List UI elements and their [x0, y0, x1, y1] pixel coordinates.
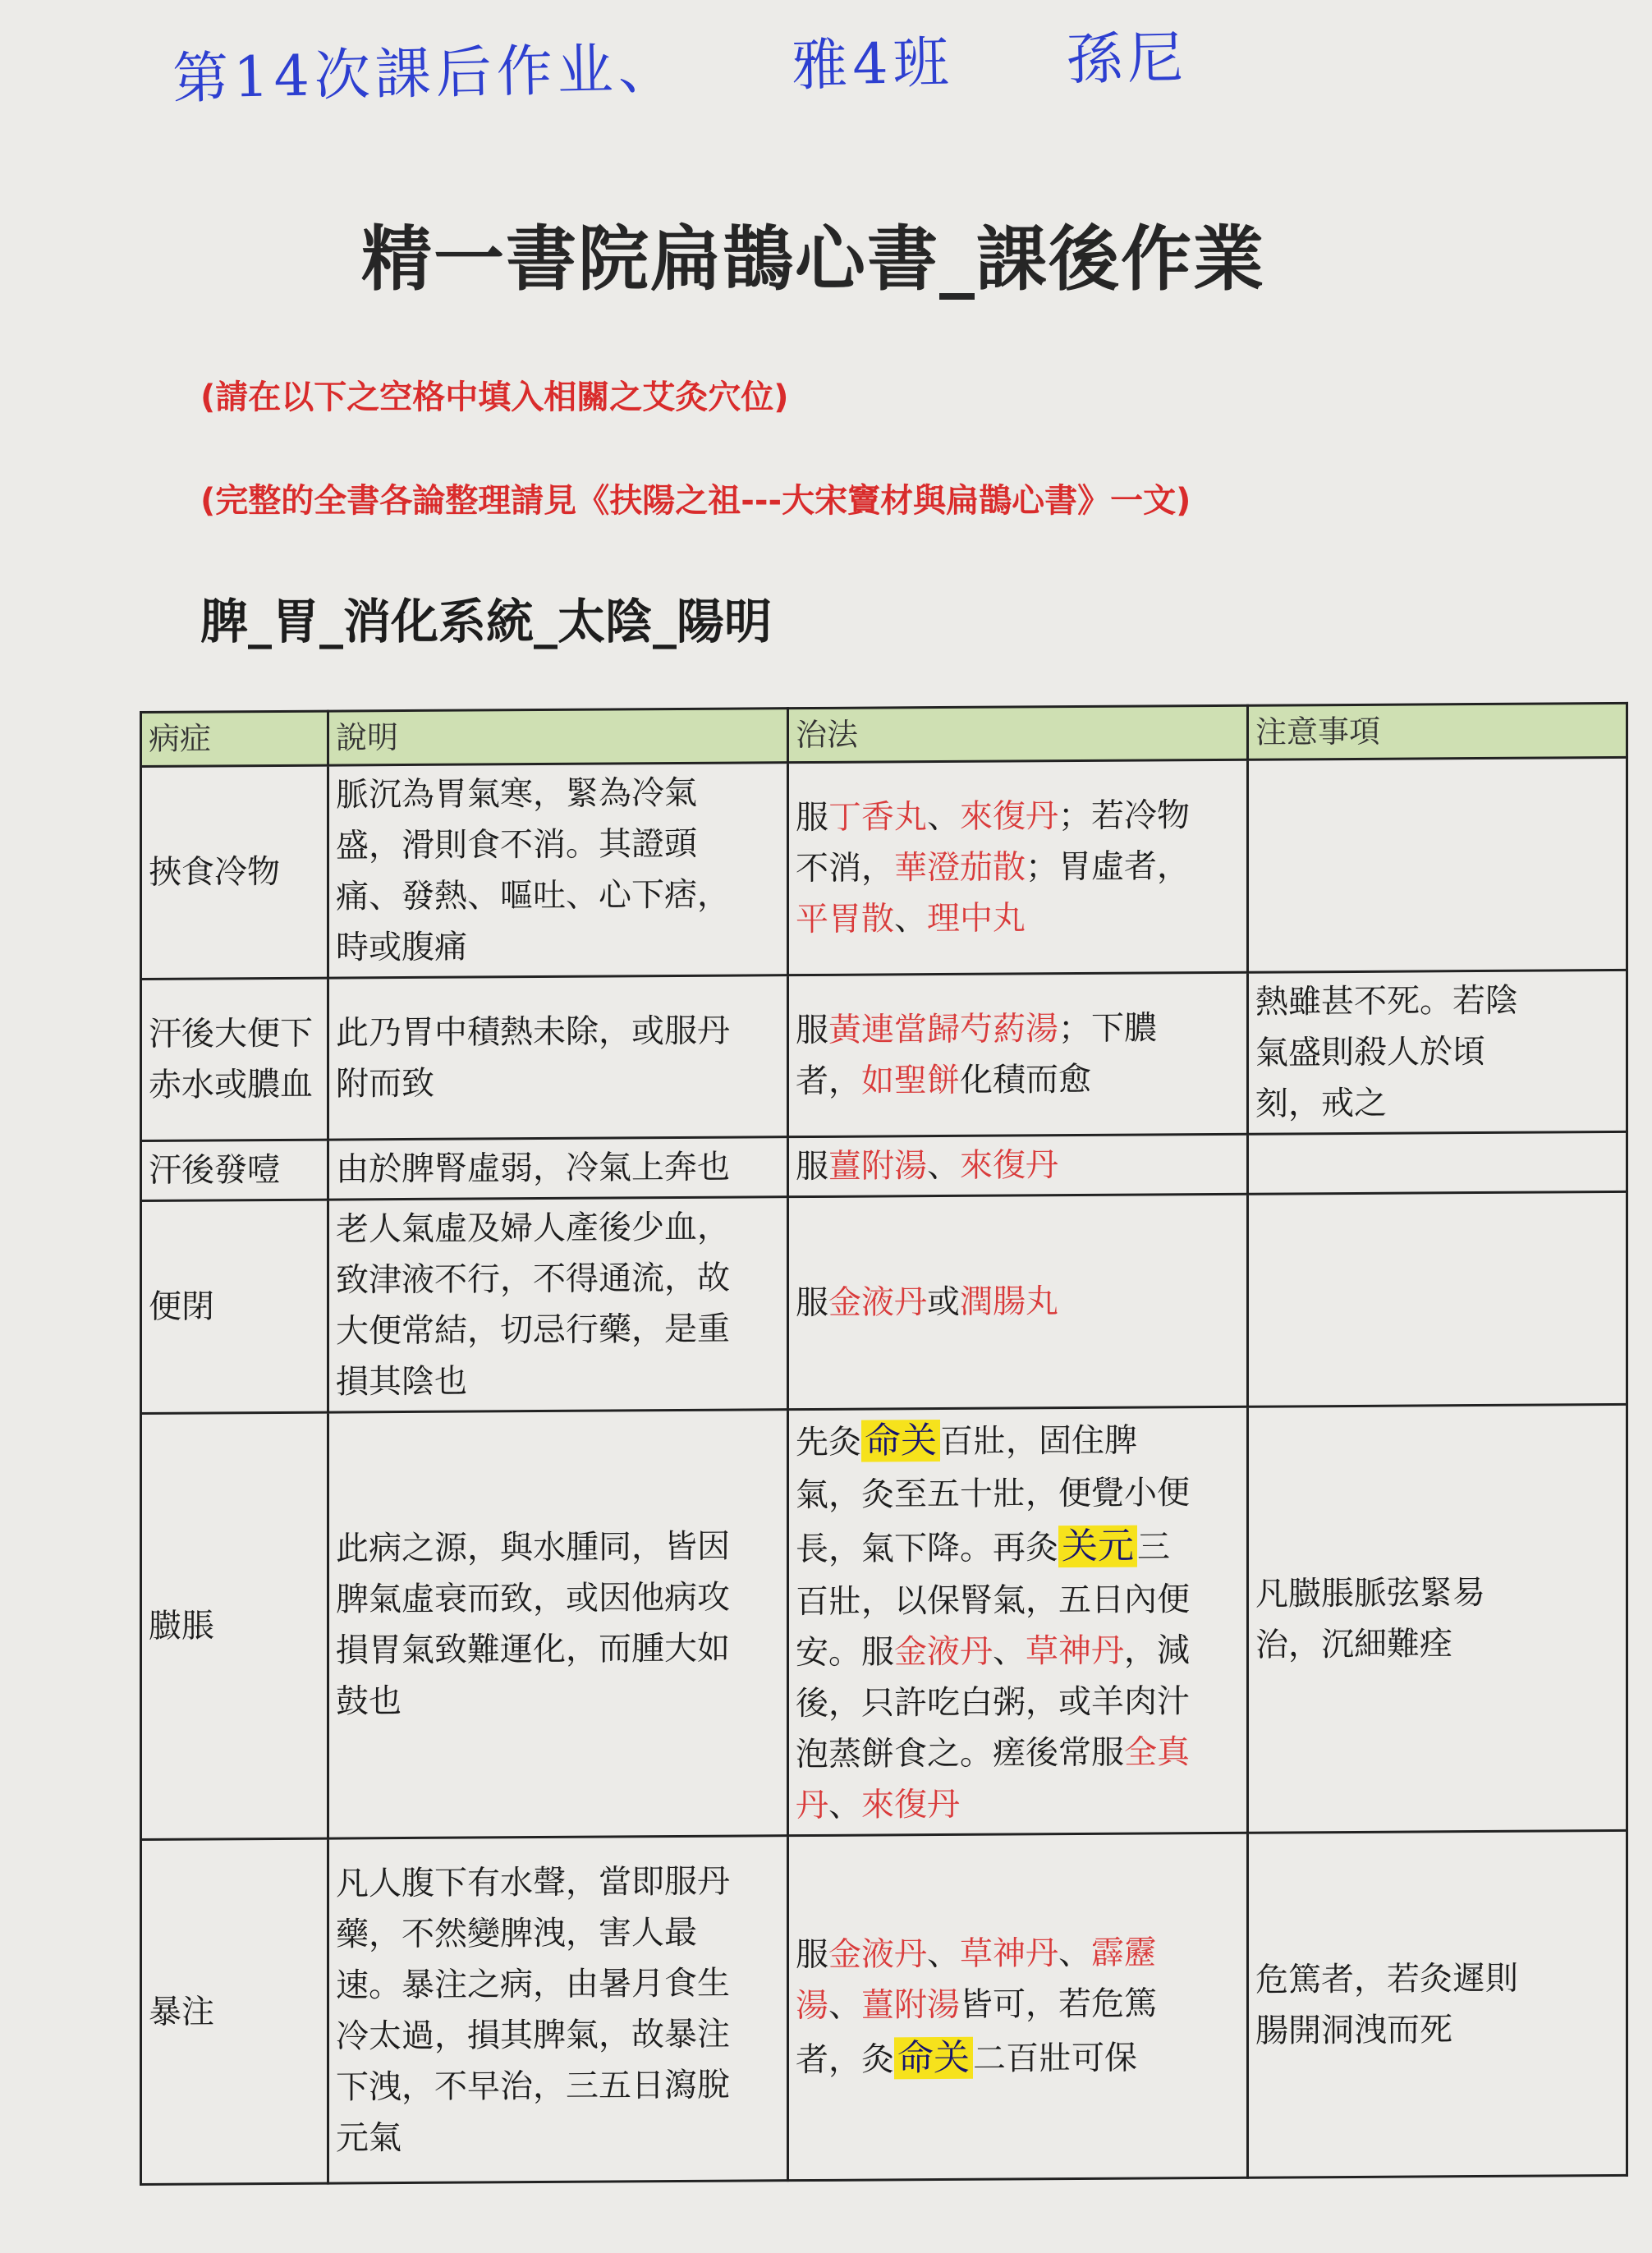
- treatment-text: 服: [796, 798, 828, 837]
- treatment-line: [796, 1977, 1240, 2030]
- treatment-text: ；若冷物: [1058, 796, 1190, 836]
- remedy-name: 湯: [796, 1986, 828, 2025]
- treatment-line: [796, 1574, 1240, 1627]
- document-title: 精一書院扁鵲心書_課後作業: [361, 218, 1265, 301]
- caution-cell: [1248, 757, 1627, 972]
- treatment-table: [140, 702, 1628, 2186]
- explanation-line: 脈沉為胃氣寒，緊為冷氣: [336, 773, 697, 814]
- treatment-text: 先灸: [796, 1423, 861, 1462]
- remedy-name: 丹: [796, 1787, 828, 1825]
- treatment-line: [796, 1139, 1240, 1192]
- treatment-line: [796, 1411, 1240, 1470]
- caution-line: 治，沉細難痊: [1255, 1625, 1452, 1664]
- treatment-text: 氣，灸至五十壯，便覺小便: [796, 1474, 1190, 1515]
- explanation-line: 鼓也: [336, 1682, 402, 1721]
- explanation-line: 此病之源，與水腫同，皆因: [336, 1527, 730, 1568]
- treatment-line: [796, 1003, 1240, 1056]
- treatment-text: 者，灸: [796, 2040, 894, 2079]
- section-title: 脾_胃_消化系統_太陰_陽明: [200, 594, 773, 649]
- disease-cell: 便閉: [141, 1200, 328, 1413]
- disease-cell: 臌脹: [141, 1412, 328, 1840]
- remedy-name: 丁香丸: [828, 798, 927, 837]
- remedy-name: 來復丹: [861, 1786, 960, 1824]
- remedy-name: 理中丸: [927, 899, 1026, 938]
- treatment-line: [796, 1518, 1240, 1576]
- caution-cell: [1248, 1191, 1627, 1406]
- handwritten-class: 雅4班: [791, 30, 955, 99]
- treatment-line: [796, 1676, 1240, 1729]
- treatment-line: [796, 1926, 1240, 1980]
- disease-cell: 汗後大便下赤水或膿血: [141, 978, 328, 1140]
- treatment-text: 皆可，若危篤: [960, 1985, 1157, 2024]
- explanation-line: 盛，滑則食不消。其證頭: [336, 824, 697, 865]
- instruction-note: (請在以下之空格中填入相關之艾灸穴位): [200, 379, 789, 416]
- treatment-line: [796, 1625, 1240, 1678]
- explanation-line: 老人氣虛及婦人產後少血，: [336, 1208, 730, 1249]
- table-row: [141, 1831, 1627, 2185]
- treatment-text: 、: [927, 1146, 960, 1186]
- treatment-text: 服: [796, 1011, 828, 1050]
- caution-cell: [1248, 1831, 1627, 2178]
- treatment-text: 服: [796, 1147, 828, 1186]
- treatment-line: [796, 1778, 1240, 1831]
- explanation-line: 速。暴注之病，由暑月食生: [336, 1964, 730, 2005]
- acupoint-highlight: 命关: [861, 1420, 940, 1462]
- treatment-line: [796, 1053, 1240, 1107]
- remedy-name: 霹靂: [1091, 1934, 1157, 1972]
- caution-cell: [1248, 1131, 1627, 1194]
- treatment-text: 三: [1137, 1528, 1170, 1567]
- explanation-line: 損胃氣致難運化，而腫大如: [336, 1629, 730, 1670]
- handwritten-name: 孫尼: [1066, 25, 1189, 94]
- handwritten-header: [172, 11, 1279, 114]
- remedy-name: 平胃散: [796, 900, 894, 939]
- treatment-text: 、: [993, 1632, 1026, 1671]
- header-caution: 注意事項: [1248, 703, 1627, 759]
- explanation-line: 痛、發熱、嘔吐、心下痞，: [336, 875, 730, 916]
- remedy-name: 潤腸丸: [960, 1283, 1058, 1321]
- treatment-text: 長，氣下降。再灸: [796, 1529, 1058, 1569]
- handwritten-assignment: 第14次課后作业、: [172, 36, 680, 112]
- treatment-text: ，減: [1124, 1631, 1190, 1670]
- treatment-text: ；下膿: [1058, 1009, 1157, 1048]
- treatment-text: 、: [1058, 1934, 1091, 1972]
- explanation-cell: [328, 1836, 788, 2183]
- table-row: [141, 757, 1627, 979]
- caution-cell: [1248, 1404, 1627, 1833]
- treatment-text: 者，: [796, 1062, 861, 1101]
- remedy-name: 薑附湯: [861, 1985, 960, 2025]
- disease-cell: 挾食冷物: [141, 765, 328, 979]
- treatment-cell: [788, 972, 1248, 1136]
- explanation-line: 時或腹痛: [336, 928, 467, 967]
- treatment-text: 泡蒸餅食之。瘥後常服: [796, 1733, 1124, 1774]
- explanation-line: 附而致: [336, 1064, 434, 1104]
- explanation-line: 冷太過，損其脾氣，故暴注: [336, 2015, 730, 2056]
- table-header-row: [141, 703, 1627, 766]
- treatment-text: 安。服: [796, 1633, 894, 1673]
- header-disease: 病症: [141, 711, 328, 766]
- explanation-cell: [328, 1410, 788, 1839]
- explanation-cell: [328, 763, 788, 978]
- treatment-text: 不消，: [796, 849, 894, 888]
- treatment-text: 百壯，固住脾: [940, 1421, 1137, 1461]
- table-body: [141, 757, 1627, 2184]
- remedy-name: 來復丹: [960, 1146, 1058, 1185]
- treatment-text: 、: [927, 1934, 960, 1973]
- treatment-line: [796, 1275, 1240, 1328]
- treatment-text: 服: [796, 1283, 828, 1323]
- acupoint-highlight: 关元: [1058, 1526, 1137, 1568]
- explanation-line: 損其陰也: [336, 1362, 467, 1402]
- remedy-name: 金液丹: [828, 1934, 927, 1974]
- treatment-line: [796, 1727, 1240, 1780]
- disease-cell: 暴注: [141, 1838, 328, 2184]
- caution-line: 危篤者，若灸遲則: [1255, 1959, 1518, 1999]
- explanation-cell: [328, 1197, 788, 1412]
- explanation-line: 凡人腹下有水聲，當即服丹: [336, 1862, 730, 1903]
- explanation-line: 致津液不行，不得通流，故: [336, 1259, 730, 1300]
- caution-line: 腸開洞洩而死: [1255, 2010, 1452, 2050]
- treatment-text: 、: [894, 900, 927, 938]
- caution-line: 刻，戒之: [1255, 1084, 1387, 1123]
- treatment-cell: [788, 1833, 1248, 2181]
- acupoint-highlight: 命关: [894, 2036, 973, 2079]
- explanation-cell: [328, 975, 788, 1140]
- treatment-cell: [788, 1194, 1248, 1409]
- treatment-text: 後，只許吃白粥，或羊肉汁: [796, 1682, 1190, 1723]
- treatment-text: ；胃虛者，: [1026, 847, 1190, 887]
- table-row: [141, 1191, 1627, 1413]
- treatment-text: 百壯，以保腎氣，五日內便: [796, 1581, 1190, 1622]
- remedy-name: 草神丹: [960, 1934, 1058, 1973]
- remedy-name: 金液丹: [828, 1283, 927, 1322]
- remedy-name: 草神丹: [1026, 1631, 1124, 1671]
- treatment-line: [796, 841, 1240, 894]
- remedy-name: 金液丹: [894, 1632, 993, 1672]
- treatment-text: 服: [796, 1935, 828, 1974]
- treatment-text: 化積而愈: [960, 1060, 1091, 1099]
- table-row: [141, 1131, 1627, 1200]
- remedy-name: 薑附湯: [828, 1147, 927, 1186]
- caution-line: 氣盛則殺人於頃: [1255, 1032, 1485, 1072]
- explanation-line: 藥，不然變脾洩，害人最: [336, 1913, 697, 1954]
- table-row: [141, 1404, 1627, 1839]
- remedy-name: 華澄茄散: [894, 848, 1026, 888]
- treatment-line: [796, 1467, 1240, 1521]
- remedy-name: 來復丹: [960, 797, 1058, 836]
- explanation-line: 由於脾腎虛弱，冷氣上奔也: [336, 1148, 730, 1189]
- explanation-cell: [328, 1137, 788, 1200]
- treatment-text: 、: [828, 1986, 861, 2025]
- explanation-line: 此乃胃中積熱未除，或服丹: [336, 1012, 730, 1053]
- explanation-line: 元氣: [336, 2118, 402, 2158]
- caution-line: 凡臌脹脈弦緊易: [1255, 1574, 1485, 1613]
- table-row: [141, 970, 1627, 1140]
- explanation-line: 脾氣虛衰而致，或因他病攻: [336, 1578, 730, 1619]
- explanation-line: 大便常結，切忌行藥，是重: [336, 1310, 730, 1351]
- header-explanation: 說明: [328, 709, 788, 765]
- explanation-line: 下洩，不早治，三五日瀉脫: [336, 2066, 730, 2107]
- treatment-text: 或: [927, 1283, 960, 1322]
- treatment-line: [796, 892, 1240, 945]
- caution-cell: [1248, 970, 1627, 1134]
- treatment-text: 二百壯可保: [973, 2039, 1137, 2078]
- treatment-text: 、: [927, 797, 960, 837]
- treatment-cell: [788, 759, 1248, 975]
- reference-note: (完整的全書各論整理請見《扶陽之祖---大宋竇材與扁鵲心書》一文): [200, 482, 1191, 520]
- treatment-text: 、: [828, 1786, 861, 1825]
- header-treatment: 治法: [788, 705, 1248, 762]
- treatment-line: [796, 790, 1240, 843]
- remedy-name: 全真: [1124, 1733, 1190, 1772]
- treatment-cell: [788, 1406, 1248, 1836]
- caution-line: 熱雖甚不死。若陰: [1255, 981, 1518, 1021]
- disease-cell: 汗後發噎: [141, 1140, 328, 1200]
- treatment-cell: [788, 1134, 1248, 1196]
- treatment-line: [796, 2028, 1240, 2086]
- remedy-name: 黃連當歸芍葯湯: [828, 1010, 1058, 1049]
- remedy-name: 如聖餅: [861, 1061, 960, 1100]
